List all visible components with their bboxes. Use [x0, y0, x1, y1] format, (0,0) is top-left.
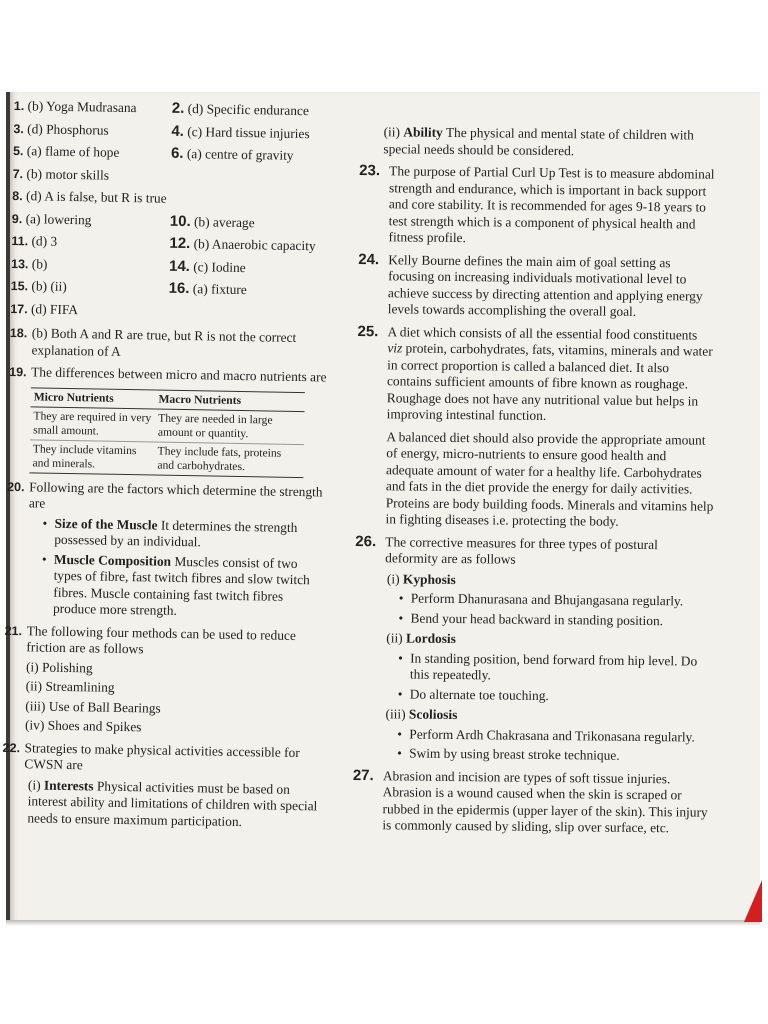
answer-number: 6.: [170, 144, 184, 162]
list-item: (iii) Use of Ball Bearings: [25, 697, 161, 716]
question-text: Following are the factors which determine the strength are: [28, 478, 323, 511]
answer-number: 13.: [10, 256, 29, 271]
answer-number: 8.: [12, 188, 23, 204]
bullet-list: [27, 515, 327, 622]
answer-number: 7.: [12, 166, 24, 181]
item-label: (ii): [386, 630, 403, 646]
item-heading: Muscle Composition: [53, 551, 172, 569]
answer-item: [11, 253, 169, 276]
answer-text: (a) lowering: [25, 210, 92, 227]
item-label: (i): [386, 570, 400, 586]
question-27: [352, 767, 711, 837]
question-number: 21.: [4, 623, 23, 638]
table-cell: They include fats, proteins and carbohydrates.: [154, 442, 304, 478]
question-number: 26.: [355, 532, 377, 550]
question-22: [1, 739, 322, 831]
answer-text: (d) A is false, but R is true: [25, 188, 167, 206]
answer-text: (d) Specific endurance: [187, 101, 309, 119]
item-text: It determines the strength possessed by an individual.: [54, 517, 298, 550]
answer-item: [12, 163, 170, 186]
question-21: [3, 622, 325, 739]
answer-key-grid: [10, 96, 334, 325]
item-text: The physical and mental state of children with special needs should be considered.: [383, 124, 694, 158]
deformity-lordosis: [384, 630, 713, 705]
answer-item: [168, 279, 330, 302]
question-text: The following four methods can be used to reduce friction are as follows: [26, 622, 296, 657]
answer-text: (d) Phosphorus: [27, 120, 109, 138]
answer-number: 4.: [171, 122, 185, 140]
table-cell: They are needed in large amount or quantity.: [155, 409, 305, 445]
question-text: Kelly Bourne defines the main aim of goal setting as focusing on increasing individuals motivational level to achieve success by directing attention and applying energy levels towards accomplishing the overall goal.: [387, 251, 703, 319]
question-text: Strategies to make physical activities accessible for CWSN are: [24, 739, 300, 773]
answer-item: [12, 186, 332, 212]
question-number: 25.: [357, 322, 379, 340]
answer-text: (a) centre of gravity: [186, 146, 294, 163]
table-cell: They include vitamins and minerals.: [29, 439, 154, 474]
answer-number: 10.: [169, 212, 191, 230]
table-row: [30, 406, 305, 444]
answer-item: [170, 211, 332, 234]
answer-item: [169, 256, 331, 279]
answer-text: (b) Yoga Mudrasana: [27, 98, 137, 116]
question-number: 19.: [9, 364, 27, 380]
paragraph: Abrasion is a wound caused when the skin is scraped or rubbed in the epidermis (upper layer of the skin). This injury is commonly caused by sliding, slip over surface, etc.: [382, 784, 708, 836]
list-item: (i) Polishing: [25, 658, 93, 675]
nutrients-table: [29, 387, 304, 478]
answer-text: (c) Iodine: [193, 258, 246, 275]
answer-text: (d) FIFA: [30, 300, 79, 317]
list-item: • In standing position, bend forward from hip level. Do this repeatedly.: [398, 650, 712, 686]
answer-item: [172, 99, 334, 122]
question-25: [355, 323, 715, 531]
answer-number: 3.: [13, 121, 24, 136]
right-column: [352, 96, 718, 837]
table-row: [29, 439, 304, 477]
question-number: 18.: [9, 325, 28, 341]
answer-item: [10, 298, 168, 321]
question-number: 27.: [352, 766, 374, 784]
list-item: • Do alternate toe touching.: [398, 686, 712, 706]
question-number: 20.: [7, 479, 25, 494]
table-header: Micro Nutrients: [31, 387, 156, 408]
answer-item: [13, 118, 171, 141]
list-item: • Perform Dhanurasana and Bhujangasana regularly.: [399, 590, 713, 610]
item-label: (i): [27, 776, 41, 793]
item-heading: Lordosis: [405, 630, 456, 647]
page-content: [2, 96, 754, 896]
list-item: • Perform Ardh Chakrasana and Trikonasana regularly.: [397, 726, 711, 746]
strategy-item: [359, 124, 717, 161]
question-number: 24.: [358, 250, 380, 268]
bullet-list: [384, 590, 712, 629]
answer-number: 17.: [10, 301, 28, 316]
viz-word: viz: [387, 340, 403, 356]
answer-item: [11, 276, 169, 299]
question-text: (b) Both A and R are true, but R is not the correct explanation of A: [31, 325, 297, 359]
answer-item: [13, 141, 171, 164]
answer-item: [12, 208, 170, 231]
answer-number: 16.: [168, 279, 190, 298]
bullet-list: [383, 726, 711, 765]
paragraph: A balanced diet should also provide the appropriate amount of energy, micro-nutrients to ensure good health and adequate amount of water for a healthy life. Carbohydrates and fats in the diet provide the energy for daily activities. Proteins are body building foods. Minerals and vitamins help in fighting diseases i.e. protecting the body.: [385, 428, 714, 529]
answer-number: 2.: [171, 99, 185, 117]
answer-item: [171, 144, 333, 167]
question-text: The purpose of Partial Curl Up Test is to measure abdominal strength and endurance, which is important in back support and core stability. It is recommended for ages 9-18 years to test strength which is a component of physical health and fitness profile.: [388, 163, 715, 246]
deformity-kyphosis: [384, 571, 713, 630]
answer-number: 1.: [13, 98, 25, 114]
answer-text: (a) fixture: [192, 281, 247, 298]
answer-text: (b): [31, 255, 48, 272]
item-label: (ii): [383, 124, 401, 140]
page-edge: [6, 920, 760, 926]
item-heading: Size of the Muscle: [54, 515, 158, 533]
question-text: Abrasion and incision are types of soft tissue injuries.: [382, 767, 671, 786]
answer-text: (d) 3: [31, 233, 58, 249]
item-label: (iii): [385, 706, 406, 722]
question-19: [7, 364, 329, 478]
list-item: [41, 551, 326, 622]
answer-item: [169, 234, 331, 257]
question-number: 23.: [359, 161, 381, 180]
question-text: protein, carbohydrates, fats, vitamins, minerals and water in correct proportion is called a balanced diet. It also contains sufficient amounts of fibre known as roughage. Roughage does not have any nutritional value but helps in improving intestinal function.: [386, 340, 713, 423]
answer-item: [170, 166, 332, 189]
answer-text: (b) average: [193, 213, 255, 230]
bullet-list: [384, 650, 713, 706]
question-23: [358, 163, 717, 249]
answer-item: [171, 121, 333, 144]
question-26: [353, 533, 713, 765]
answer-text: (b) motor skills: [26, 165, 110, 183]
question-24: [358, 251, 717, 321]
question-20: [5, 478, 327, 622]
question-number: 22.: [2, 740, 21, 755]
item-heading: Scoliosis: [408, 706, 458, 723]
answer-item: [14, 96, 172, 119]
answer-number: 11.: [11, 233, 29, 249]
list-item: (ii) Streamlining: [25, 678, 115, 695]
table-cell: They are required in very small amount.: [30, 406, 155, 441]
deformity-scoliosis: [383, 706, 712, 765]
list-item: • Bend your head backward in standing position.: [398, 610, 712, 630]
answer-item: [11, 231, 169, 254]
answer-number: 9.: [11, 211, 23, 226]
list-item: • Swim by using breast stroke technique.: [397, 745, 711, 765]
question-18: [9, 325, 330, 364]
left-column: [1, 96, 334, 831]
question-text: The differences between micro and macro nutrients are: [31, 364, 327, 385]
item-heading: Kyphosis: [402, 570, 456, 587]
question-text: A diet which consists of all the essential food constituents: [387, 323, 698, 343]
item-heading: Ability: [403, 124, 443, 140]
item-text: Physical activities must be based on interest ability and limitations of children with special needs to ensure maximum participation.: [27, 777, 318, 829]
answer-number: 5.: [12, 143, 24, 159]
answer-number: 15.: [10, 278, 29, 294]
item-text: Muscles consist of two types of fibre, fast twitch fibres and slow twitch fibres. Muscle containing fast twitch fibres produce more strength.: [52, 553, 310, 618]
list-item: [42, 515, 327, 553]
answer-number: 14.: [168, 257, 191, 275]
method-list: [25, 659, 324, 739]
answer-text: (a) flame of hope: [26, 143, 120, 160]
answer-text: (c) Hard tissue injuries: [187, 123, 310, 141]
question-text: The corrective measures for three types of postural deformity are as follows: [385, 533, 658, 567]
answer-text: (b) (ii): [31, 278, 67, 294]
answer-text: (b) Anaerobic capacity: [193, 236, 316, 254]
strategy-item: [23, 777, 322, 832]
answer-number: 12.: [169, 234, 191, 253]
item-heading: Interests: [43, 777, 94, 793]
table-header: Macro Nutrients: [155, 390, 305, 412]
list-item: (iv) Shoes and Spikes: [24, 717, 142, 735]
